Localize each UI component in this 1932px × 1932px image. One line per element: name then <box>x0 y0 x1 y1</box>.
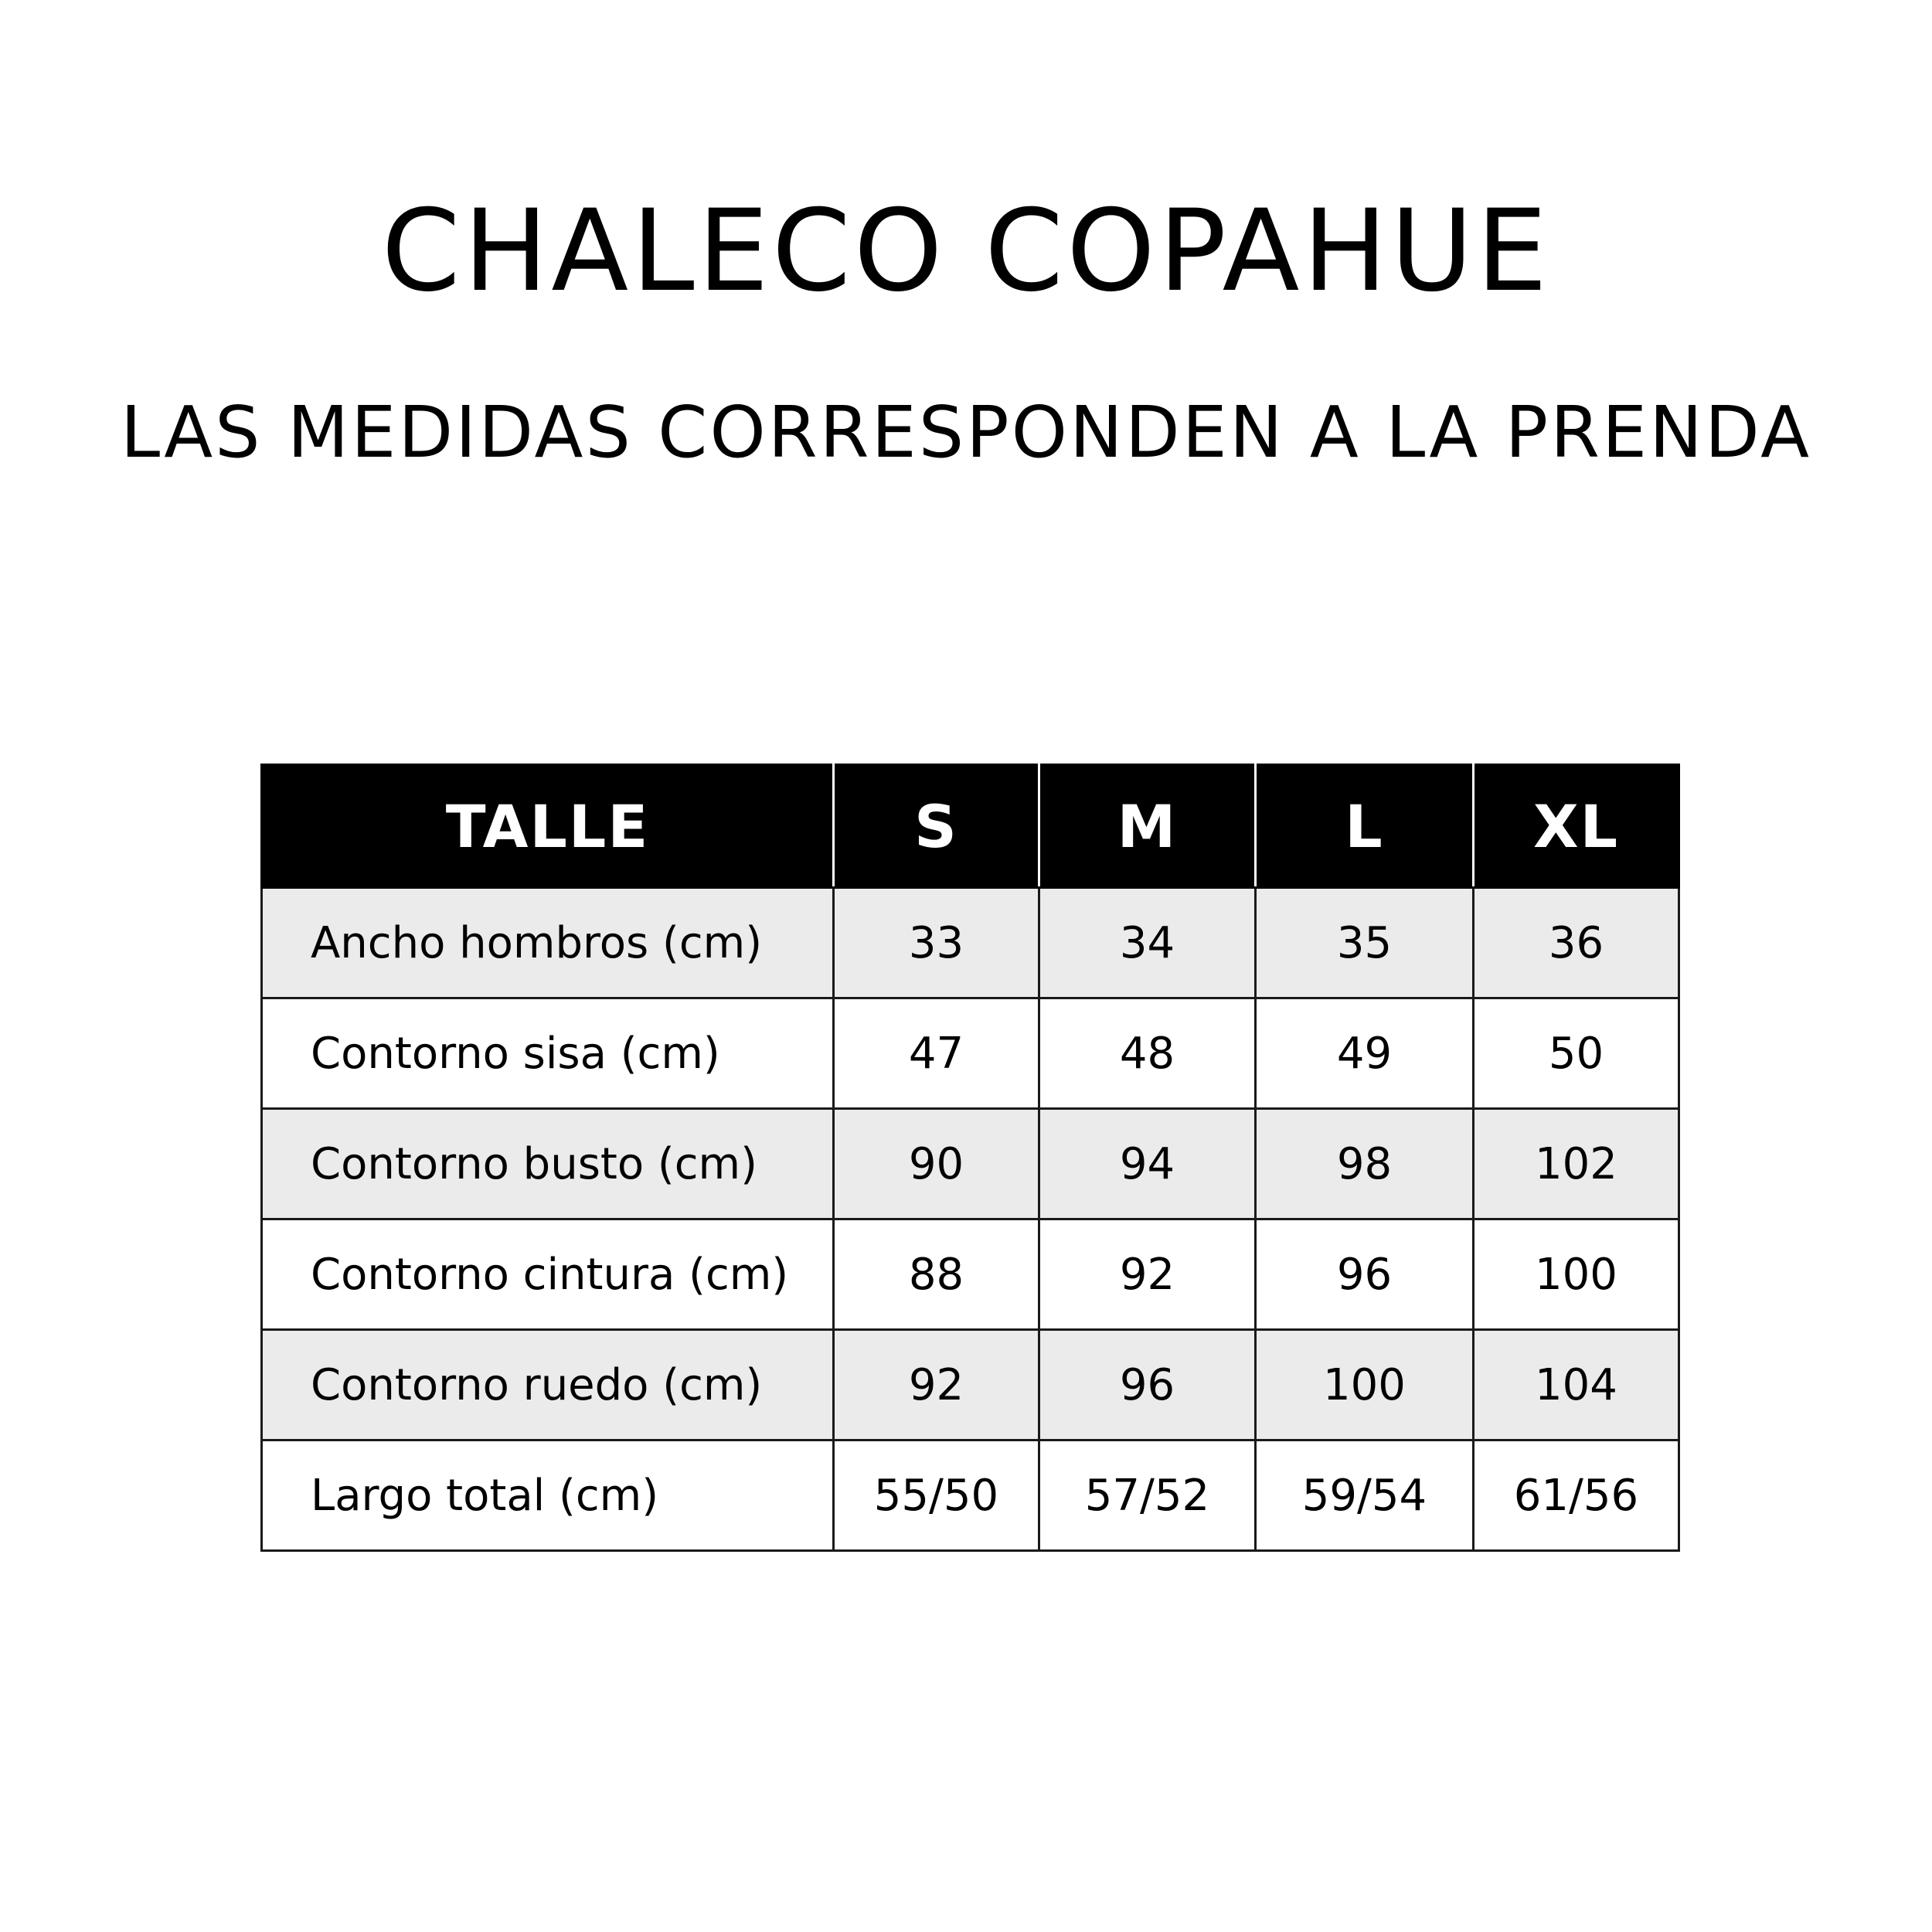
cell-value: 57/52 <box>1039 1440 1256 1551</box>
row-label: Contorno ruedo (cm) <box>262 1330 834 1440</box>
cell-value: 36 <box>1474 888 1679 998</box>
cell-value: 96 <box>1256 1219 1474 1330</box>
header-size-l: L <box>1256 765 1474 888</box>
size-table <box>260 764 1680 1552</box>
size-table-body <box>262 888 1679 1551</box>
cell-value: 100 <box>1474 1219 1679 1330</box>
header-size-m: M <box>1039 765 1256 888</box>
page-subtitle: LAS MEDIDAS CORRESPONDEN A LA PRENDA <box>120 391 1812 474</box>
cell-value: 88 <box>834 1219 1039 1330</box>
row-label: Contorno busto (cm) <box>262 1109 834 1219</box>
table-row-contorno-busto <box>262 1109 1679 1219</box>
table-row-largo-total <box>262 1440 1679 1551</box>
cell-value: 34 <box>1039 888 1256 998</box>
cell-value: 59/54 <box>1256 1440 1474 1551</box>
cell-value: 102 <box>1474 1109 1679 1219</box>
row-label: Contorno sisa (cm) <box>262 998 834 1109</box>
cell-value: 94 <box>1039 1109 1256 1219</box>
cell-value: 35 <box>1256 888 1474 998</box>
cell-value: 92 <box>834 1330 1039 1440</box>
row-label: Ancho hombros (cm) <box>262 888 834 998</box>
cell-value: 104 <box>1474 1330 1679 1440</box>
header-size-xl: XL <box>1474 765 1679 888</box>
cell-value: 90 <box>834 1109 1039 1219</box>
cell-value: 33 <box>834 888 1039 998</box>
row-label: Contorno cintura (cm) <box>262 1219 834 1330</box>
table-row-contorno-cintura <box>262 1219 1679 1330</box>
cell-value: 92 <box>1039 1219 1256 1330</box>
cell-value: 48 <box>1039 998 1256 1109</box>
cell-value: 49 <box>1256 998 1474 1109</box>
cell-value: 50 <box>1474 998 1679 1109</box>
cell-value: 96 <box>1039 1330 1256 1440</box>
table-row-contorno-sisa <box>262 998 1679 1109</box>
table-row-ancho-hombros <box>262 888 1679 998</box>
header-row <box>262 765 1679 888</box>
header-talle: TALLE <box>262 765 834 888</box>
table-row-contorno-ruedo <box>262 1330 1679 1440</box>
cell-value: 100 <box>1256 1330 1474 1440</box>
size-table-header <box>262 765 1679 888</box>
cell-value: 61/56 <box>1474 1440 1679 1551</box>
row-label: Largo total (cm) <box>262 1440 834 1551</box>
cell-value: 98 <box>1256 1109 1474 1219</box>
header-size-s: S <box>834 765 1039 888</box>
cell-value: 47 <box>834 998 1039 1109</box>
page-title: CHALECO COPAHUE <box>381 185 1551 317</box>
cell-value: 55/50 <box>834 1440 1039 1551</box>
